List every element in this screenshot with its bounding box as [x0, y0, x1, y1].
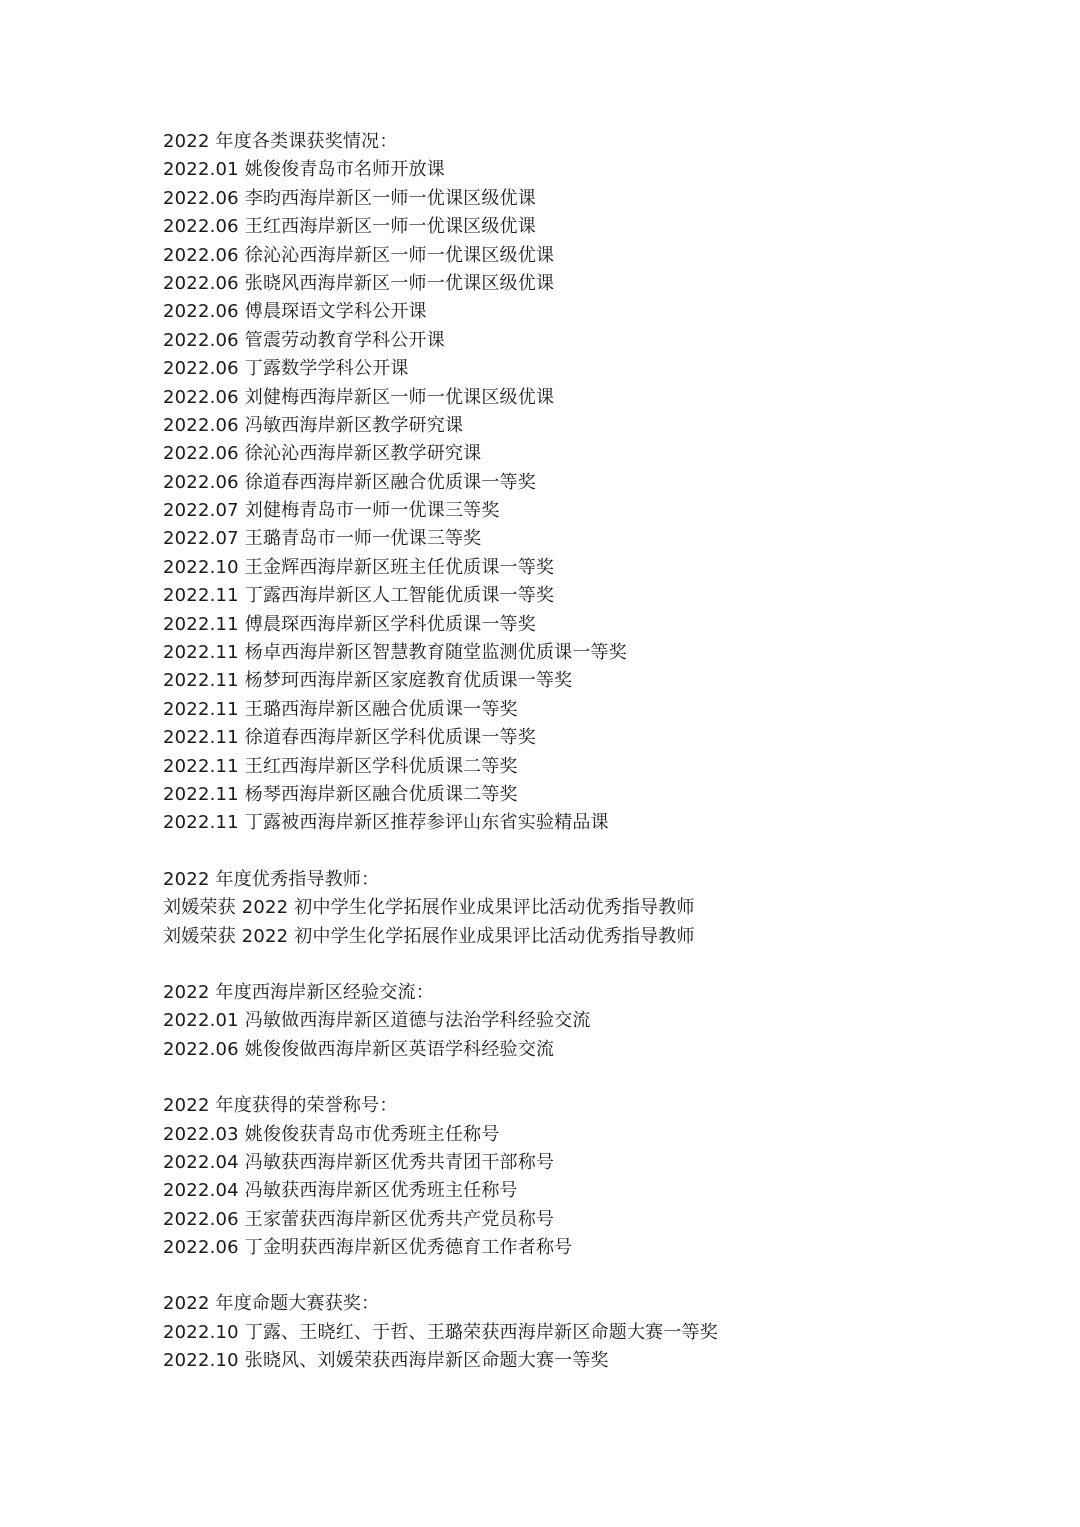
list-item: 2022.10 丁露、王晓红、于哲、王璐荣获西海岸新区命题大赛一等奖 — [163, 1321, 718, 1343]
list-item: 2022.06 管震劳动教育学科公开课 — [163, 329, 445, 351]
list-item: 2022.03 姚俊俊获青岛市优秀班主任称号 — [163, 1123, 500, 1145]
list-item: 2022.07 刘健梅青岛市一师一优课三等奖 — [163, 500, 500, 522]
list-item: 2022.11 杨琴西海岸新区融合优质课二等奖 — [163, 783, 518, 805]
list-item: 刘媛荣获 2022 初中学生化学拓展作业成果评比活动优秀指导教师 — [163, 925, 695, 947]
list-item: 2022.04 冯敏获西海岸新区优秀班主任称号 — [163, 1180, 518, 1202]
section-proposition-contest — [163, 1290, 1023, 1375]
section-heading: 2022 年度优秀指导教师： — [163, 868, 380, 890]
section-heading: 2022 年度获得的荣誉称号： — [163, 1095, 398, 1117]
list-item: 2022.07 王璐青岛市一师一优课三等奖 — [163, 528, 482, 550]
list-item: 2022.06 徐道春西海岸新区融合优质课一等奖 — [163, 471, 536, 493]
list-item: 2022.06 李昀西海岸新区一师一优课区级优课 — [163, 187, 536, 209]
list-item: 2022.11 杨梦珂西海岸新区家庭教育优质课一等奖 — [163, 670, 573, 692]
list-item: 刘媛荣获 2022 初中学生化学拓展作业成果评比活动优秀指导教师 — [163, 897, 695, 919]
section-excellent-instructors — [163, 866, 1023, 951]
section-honorary-titles — [163, 1092, 1023, 1262]
list-item: 2022.06 王家蕾获西海岸新区优秀共产党员称号 — [163, 1208, 555, 1230]
list-item: 2022.06 徐沁沁西海岸新区教学研究课 — [163, 443, 482, 465]
list-item: 2022.11 王红西海岸新区学科优质课二等奖 — [163, 755, 518, 777]
list-item: 2022.06 王红西海岸新区一师一优课区级优课 — [163, 216, 536, 238]
list-item: 2022.11 丁露西海岸新区人工智能优质课一等奖 — [163, 585, 555, 607]
list-item: 2022.11 丁露被西海岸新区推荐参评山东省实验精品课 — [163, 812, 609, 834]
document-page — [163, 128, 1023, 1404]
list-item: 2022.10 王金辉西海岸新区班主任优质课一等奖 — [163, 556, 555, 578]
list-item: 2022.06 刘健梅西海岸新区一师一优课区级优课 — [163, 386, 555, 408]
list-item: 2022.06 傅晨琛语文学科公开课 — [163, 301, 427, 323]
list-item: 2022.06 丁金明获西海岸新区优秀德育工作者称号 — [163, 1237, 573, 1259]
section-course-awards — [163, 128, 1023, 838]
list-item: 2022.06 姚俊俊做西海岸新区英语学科经验交流 — [163, 1038, 555, 1060]
section-heading: 2022 年度命题大赛获奖： — [163, 1293, 380, 1315]
list-item: 2022.06 徐沁沁西海岸新区一师一优课区级优课 — [163, 244, 555, 266]
list-item: 2022.11 徐道春西海岸新区学科优质课一等奖 — [163, 727, 536, 749]
list-item: 2022.06 冯敏西海岸新区教学研究课 — [163, 414, 464, 436]
list-item: 2022.10 张晓风、刘媛荣获西海岸新区命题大赛一等奖 — [163, 1350, 609, 1372]
list-item: 2022.11 王璐西海岸新区融合优质课一等奖 — [163, 698, 518, 720]
section-heading: 2022 年度各类课获奖情况： — [163, 131, 398, 152]
list-item: 2022.04 冯敏获西海岸新区优秀共青团干部称号 — [163, 1151, 555, 1173]
list-item: 2022.01 姚俊俊青岛市名师开放课 — [163, 159, 445, 181]
list-item: 2022.01 冯敏做西海岸新区道德与法治学科经验交流 — [163, 1010, 591, 1032]
list-item: 2022.11 傅晨琛西海岸新区学科优质课一等奖 — [163, 613, 536, 635]
list-item: 2022.06 张晓风西海岸新区一师一优课区级优课 — [163, 272, 555, 294]
list-item: 2022.06 丁露数学学科公开课 — [163, 358, 409, 380]
section-experience-exchange — [163, 979, 1023, 1064]
section-heading: 2022 年度西海岸新区经验交流： — [163, 981, 434, 1003]
list-item: 2022.11 杨卓西海岸新区智慧教育随堂监测优质课一等奖 — [163, 642, 627, 664]
